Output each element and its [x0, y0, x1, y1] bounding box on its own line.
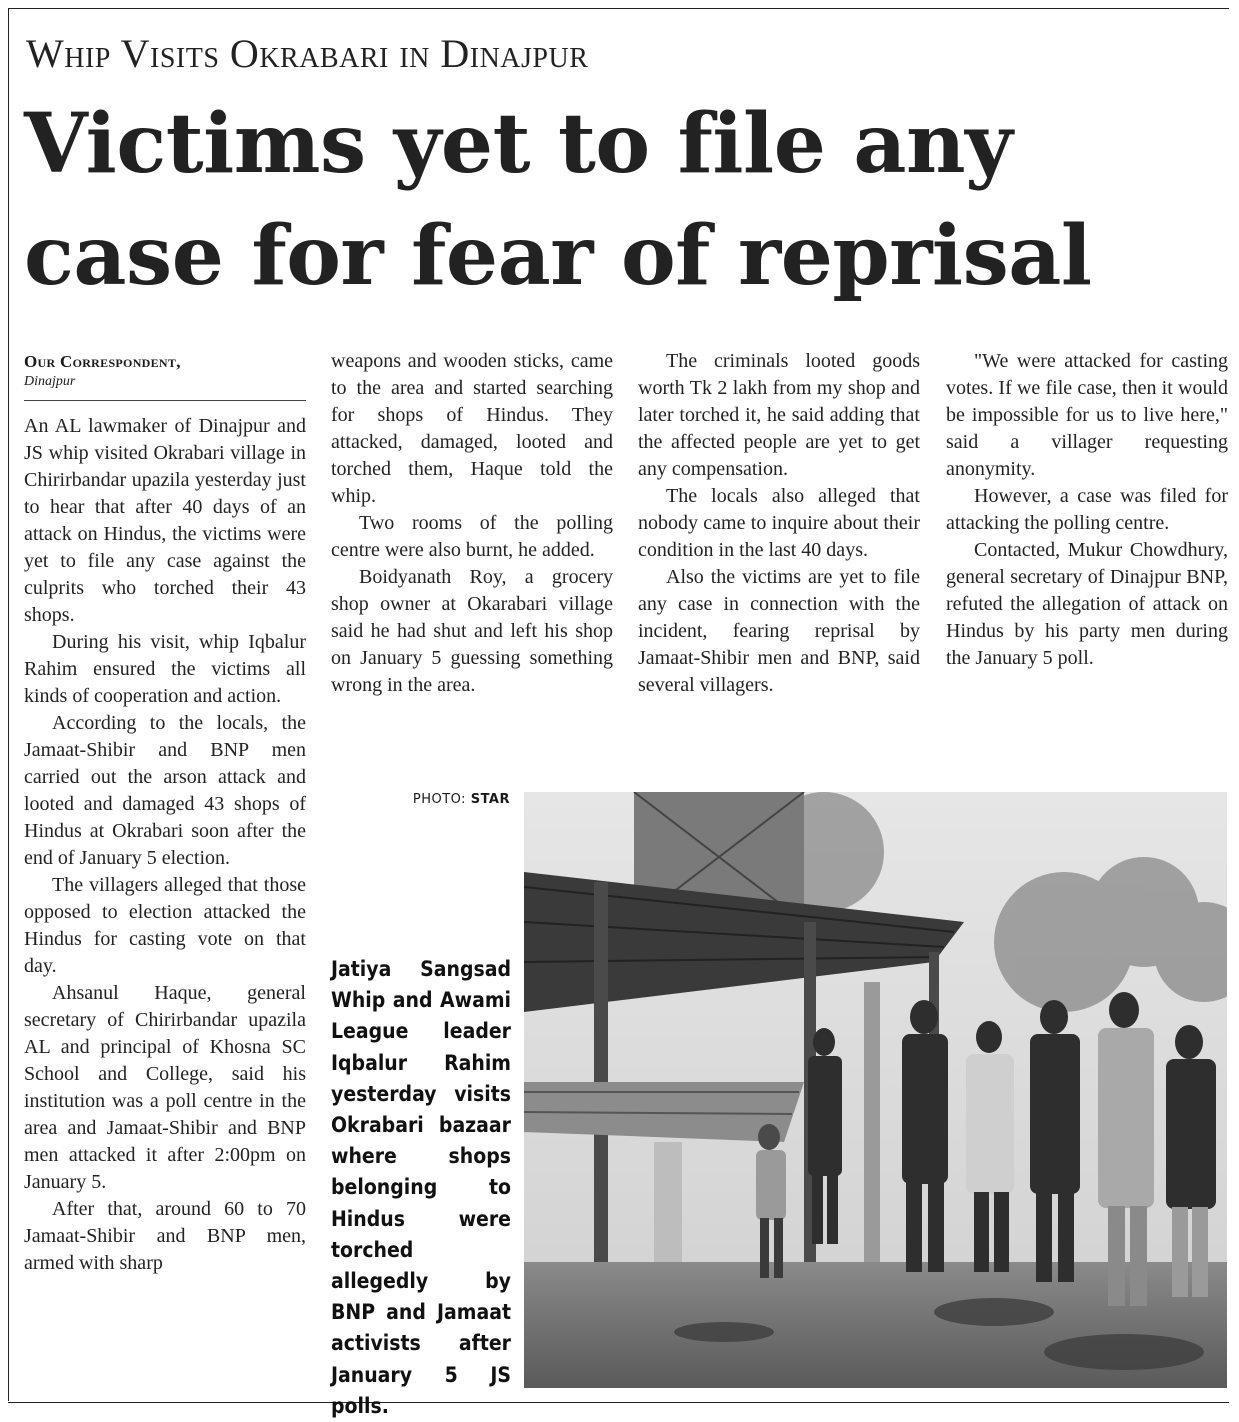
photo-caption: Jatiya Sangsad Whip and Awami League leader Iqbalur Rahim yesterday visits Okrabari bazaar where shops belonging to Hindus were torched allegedly by BNP and Jamaat activists after January 5 JS polls.: [331, 957, 511, 1418]
paragraph: During his visit, whip Iqbalur Rahim ensured the victims all kinds of cooperation and action.: [24, 631, 306, 707]
photo-credit-source: STAR: [470, 792, 510, 807]
left-rule: [8, 8, 9, 1401]
paragraph: An AL lawmaker of Dinajpur and JS whip visited Okrabari village in Chirirbandar upazila yesterday just to hear that after 40 days of an attack on Hindus, the victims were yet to file any case against the culprits who torched their 43 shops.: [24, 415, 306, 626]
article-column-4: [946, 348, 1228, 672]
byline-place: Dinajpur: [24, 374, 76, 389]
paragraph: The villagers alleged that those opposed to election attacked the Hindus for casting vote on that day.: [24, 874, 306, 977]
article-column-3: [638, 348, 920, 699]
paragraph: "We were attacked for casting votes. If we file case, then it would be impossible for us to live here," said a villager requesting anonymity.: [946, 350, 1228, 480]
news-photo-illustration: [524, 792, 1227, 1388]
paragraph: After that, around 60 to 70 Jamaat-Shibir and BNP men, armed with sharp: [24, 1198, 306, 1274]
top-rule: [8, 8, 1229, 9]
paragraph: Contacted, Mukur Chowdhury, general secretary of Dinajpur BNP, refuted the allegation of attack on Hindus by his party men during the January 5 poll.: [946, 539, 1228, 669]
paragraph: However, a case was filed for attacking the polling centre.: [946, 485, 1228, 534]
paragraph: Two rooms of the polling centre were also burnt, he added.: [331, 512, 613, 561]
bottom-rule: [8, 1402, 1229, 1403]
paragraph: According to the locals, the Jamaat-Shibir and BNP men carried out the arson attack and looted and damaged 43 shops of Hindus at Okrabari soon after the end of January 5 election.: [24, 712, 306, 869]
paragraph: Ahsanul Haque, general secretary of Chirirbandar upazila AL and principal of Khosna SC School and College, said his institution was a poll centre in the area and Jamaat-Shibir and BNP men attacked it after 2:00pm on January 5.: [24, 982, 306, 1193]
byline-name: Our Correspondent,: [24, 352, 181, 371]
photo-credit: [330, 792, 510, 807]
paragraph: weapons and wooden sticks, came to the area and started searching for shops of Hindus. They attacked, damaged, looted and torched them, Haque told the whip.: [331, 350, 613, 507]
byline: [24, 352, 304, 401]
photo-credit-prefix: PHOTO:: [412, 792, 467, 807]
paragraph: Boidyanath Roy, a grocery shop owner at Okarabari village said he had shut and left his shop on January 5 guessing something wrong in the area.: [331, 566, 613, 696]
kicker: Whip Visits Okrabari in Dinajpur: [26, 31, 589, 76]
article-column-2: [331, 348, 613, 699]
paragraph: The criminals looted goods worth Tk 2 lakh from my shop and later torched it, he said adding that the affected people are yet to get any compensation.: [638, 350, 920, 480]
headline: Victims yet to file any case for fear of reprisal: [24, 96, 1092, 304]
article-column-1: [24, 413, 306, 1277]
paragraph: Also the victims are yet to file any case in connection with the incident, fearing reprisal by Jamaat-Shibir men and BNP, said several villagers.: [638, 566, 920, 696]
paragraph: The locals also alleged that nobody came to inquire about their condition in the last 40 days.: [638, 485, 920, 561]
byline-divider: [24, 400, 306, 401]
news-photo: [524, 792, 1227, 1388]
